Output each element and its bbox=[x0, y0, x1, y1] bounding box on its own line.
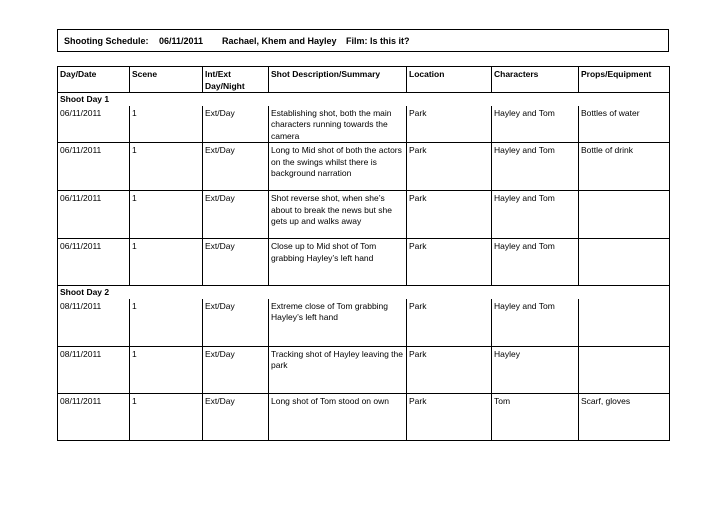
row-location: Park bbox=[407, 393, 492, 440]
column-header: Scene bbox=[130, 67, 203, 93]
row-props: Bottle of drink bbox=[579, 143, 670, 191]
row-scene: 1 bbox=[130, 299, 203, 347]
table-row bbox=[58, 299, 670, 347]
film-title: Film: Is this it? bbox=[346, 36, 410, 46]
row-date: 06/11/2011 bbox=[58, 239, 130, 286]
row-characters: Hayley and Tom bbox=[492, 239, 579, 286]
row-date: 08/11/2011 bbox=[58, 346, 130, 393]
row-characters: Hayley and Tom bbox=[492, 106, 579, 143]
row-props: Scarf, gloves bbox=[579, 393, 670, 440]
row-location: Park bbox=[407, 239, 492, 286]
row-characters: Hayley and Tom bbox=[492, 143, 579, 191]
shoot-day-label: Shoot Day 2 bbox=[58, 286, 670, 299]
row-props bbox=[579, 346, 670, 393]
row-int-ext: Ext/Day bbox=[203, 239, 269, 286]
table-row bbox=[58, 106, 670, 143]
row-props bbox=[579, 299, 670, 347]
row-int-ext: Ext/Day bbox=[203, 191, 269, 239]
row-characters: Tom bbox=[492, 393, 579, 440]
row-characters: Hayley bbox=[492, 346, 579, 393]
column-header: Shot Description/Summary bbox=[269, 67, 407, 93]
schedule-header bbox=[57, 29, 669, 52]
crew-names: Rachael, Khem and Hayley bbox=[222, 36, 337, 46]
table-row bbox=[58, 191, 670, 239]
table-row bbox=[58, 393, 670, 440]
row-scene: 1 bbox=[130, 106, 203, 143]
column-header: Int/Ext Day/Night bbox=[203, 67, 269, 93]
table-row bbox=[58, 239, 670, 286]
row-scene: 1 bbox=[130, 346, 203, 393]
column-header: Day/Date bbox=[58, 67, 130, 93]
row-int-ext: Ext/Day bbox=[203, 393, 269, 440]
row-int-ext: Ext/Day bbox=[203, 106, 269, 143]
shoot-day-label-row bbox=[58, 286, 670, 299]
row-int-ext: Ext/Day bbox=[203, 346, 269, 393]
row-scene: 1 bbox=[130, 239, 203, 286]
row-int-ext: Ext/Day bbox=[203, 299, 269, 347]
row-date: 08/11/2011 bbox=[58, 299, 130, 347]
row-date: 06/11/2011 bbox=[58, 143, 130, 191]
column-header: Props/Equipment bbox=[579, 67, 670, 93]
row-shot-description: Tracking shot of Hayley leaving the park bbox=[269, 346, 407, 393]
row-scene: 1 bbox=[130, 143, 203, 191]
row-characters: Hayley and Tom bbox=[492, 191, 579, 239]
shoot-day-label: Shoot Day 1 bbox=[58, 93, 670, 106]
row-int-ext: Ext/Day bbox=[203, 143, 269, 191]
row-location: Park bbox=[407, 143, 492, 191]
row-shot-description: Establishing shot, both the main characters running towards the camera bbox=[269, 106, 407, 143]
table-row bbox=[58, 143, 670, 191]
row-location: Park bbox=[407, 346, 492, 393]
row-location: Park bbox=[407, 191, 492, 239]
row-date: 08/11/2011 bbox=[58, 393, 130, 440]
row-location: Park bbox=[407, 299, 492, 347]
table-row bbox=[58, 346, 670, 393]
column-header: Location bbox=[407, 67, 492, 93]
row-shot-description: Long to Mid shot of both the actors on the swings whilst there is background narration bbox=[269, 143, 407, 191]
row-scene: 1 bbox=[130, 393, 203, 440]
row-shot-description: Shot reverse shot, when she’s about to break the news but she gets up and walks away bbox=[269, 191, 407, 239]
column-header: Characters bbox=[492, 67, 579, 93]
row-shot-description: Long shot of Tom stood on own bbox=[269, 393, 407, 440]
row-characters: Hayley and Tom bbox=[492, 299, 579, 347]
row-props bbox=[579, 239, 670, 286]
row-location: Park bbox=[407, 106, 492, 143]
table-header-row bbox=[58, 67, 670, 93]
row-date: 06/11/2011 bbox=[58, 106, 130, 143]
shoot-day-label-row bbox=[58, 93, 670, 106]
row-shot-description: Extreme close of Tom grabbing Hayley’s left hand bbox=[269, 299, 407, 347]
shooting-schedule-table bbox=[57, 66, 670, 441]
row-props: Bottles of water bbox=[579, 106, 670, 143]
schedule-label: Shooting Schedule: bbox=[64, 36, 149, 46]
row-shot-description: Close up to Mid shot of Tom grabbing Hayley’s left hand bbox=[269, 239, 407, 286]
row-scene: 1 bbox=[130, 191, 203, 239]
row-props bbox=[579, 191, 670, 239]
row-date: 06/11/2011 bbox=[58, 191, 130, 239]
schedule-date: 06/11/2011 bbox=[159, 36, 204, 46]
